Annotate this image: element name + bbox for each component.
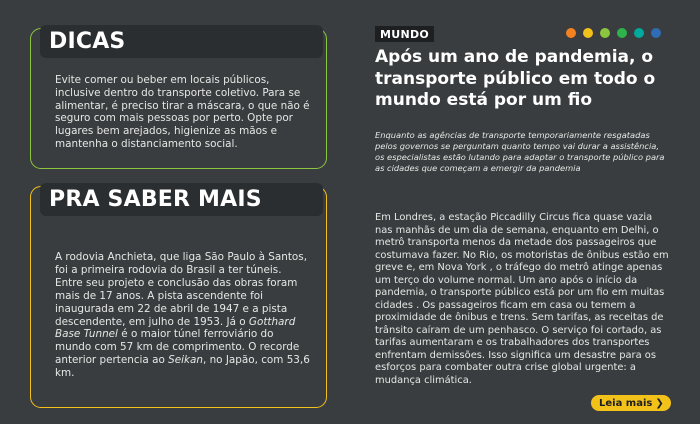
color-dot — [566, 28, 576, 38]
color-dot — [651, 28, 661, 38]
learn-more-text — [55, 251, 312, 380]
tips-header — [40, 25, 323, 58]
learn-more-text-italic: Seikan — [168, 354, 203, 367]
learn-more-text-italic: Gotthard Base Tunnel — [55, 315, 296, 341]
learn-more-text-part: é o maior túnel ferroviário do mundo com 57 km de comprimento. O recorde anterior pertencia ao — [55, 328, 300, 367]
tips-box — [30, 28, 327, 169]
article-lead: Enquanto as agências de transporte temporariamente resgatadas pelos governos se perguntam quanto tempo vai durar a assistência, os especialistas estão lutando para adaptar o transporte público para as cidades que começam a emergir da pandemia — [375, 130, 665, 173]
article-body: Em Londres, a estação Piccadilly Circus fica quase vazia nas manhãs de um dia de semana, enquanto em Delhi, o metrô transporta menos da metade dos passageiros que costumava fazer. No Rio, os motoristas de ônibus estão em greve e, em Nova York , o tráfego do metrô atinge apenas um terço do volume normal. Um ano após o início da pandemia, o transporte público está por um fio em muitas cidades . Os passageiros ficam em casa ou temem a proximidade de ônibus e trens. Sem tarifas, as receitas de trânsito caíram de um penhasco. O serviço foi cortado, as tarifas aumentaram e os trabalhadores dos transportes enfrentam demissões. Isso significa um desastre para os esforços para combater outra crise global urgente: a mudança climática. — [375, 212, 669, 386]
color-dots — [566, 28, 661, 38]
color-dot — [583, 28, 593, 38]
learn-more-header — [40, 183, 323, 216]
tips-text: Evite comer ou beber em locais públicos, inclusive dentro do transporte coletivo. Para se alimentar, é preciso tirar a máscara, o que não é seguro com mais pessoas por perto. Opte por lugares bem arejados, higienize as mãos e mantenha o distanciamento social. — [55, 74, 310, 150]
read-more-button[interactable] — [591, 395, 671, 411]
color-dot — [617, 28, 627, 38]
learn-more-box — [30, 186, 327, 408]
color-dot — [600, 28, 610, 38]
color-dot — [634, 28, 644, 38]
learn-more-text-part: , no Japão, com 53,6 km. — [55, 354, 310, 380]
learn-more-title: PRA SABER MAIS — [49, 187, 262, 212]
chevron-right-icon: ❯ — [655, 397, 664, 409]
learn-more-text-part: A rodovia Anchieta, que liga São Paulo à Santos, foi a primeira rodovia do Brasil a ter túneis. Entre seu projeto e conclusão das obras foram mais de 17 anos. A pista ascendente foi inaugurada em 22 de abril de 1947 e a pista descendente, em julho de 1953. Já o — [55, 251, 307, 328]
article-headline: Após um ano de pandemia, o transporte público em todo o mundo está por um fio — [375, 47, 656, 110]
read-more-label: Leia mais — [599, 397, 653, 409]
section-tag: MUNDO — [375, 26, 434, 42]
tips-title: DICAS — [49, 29, 126, 54]
